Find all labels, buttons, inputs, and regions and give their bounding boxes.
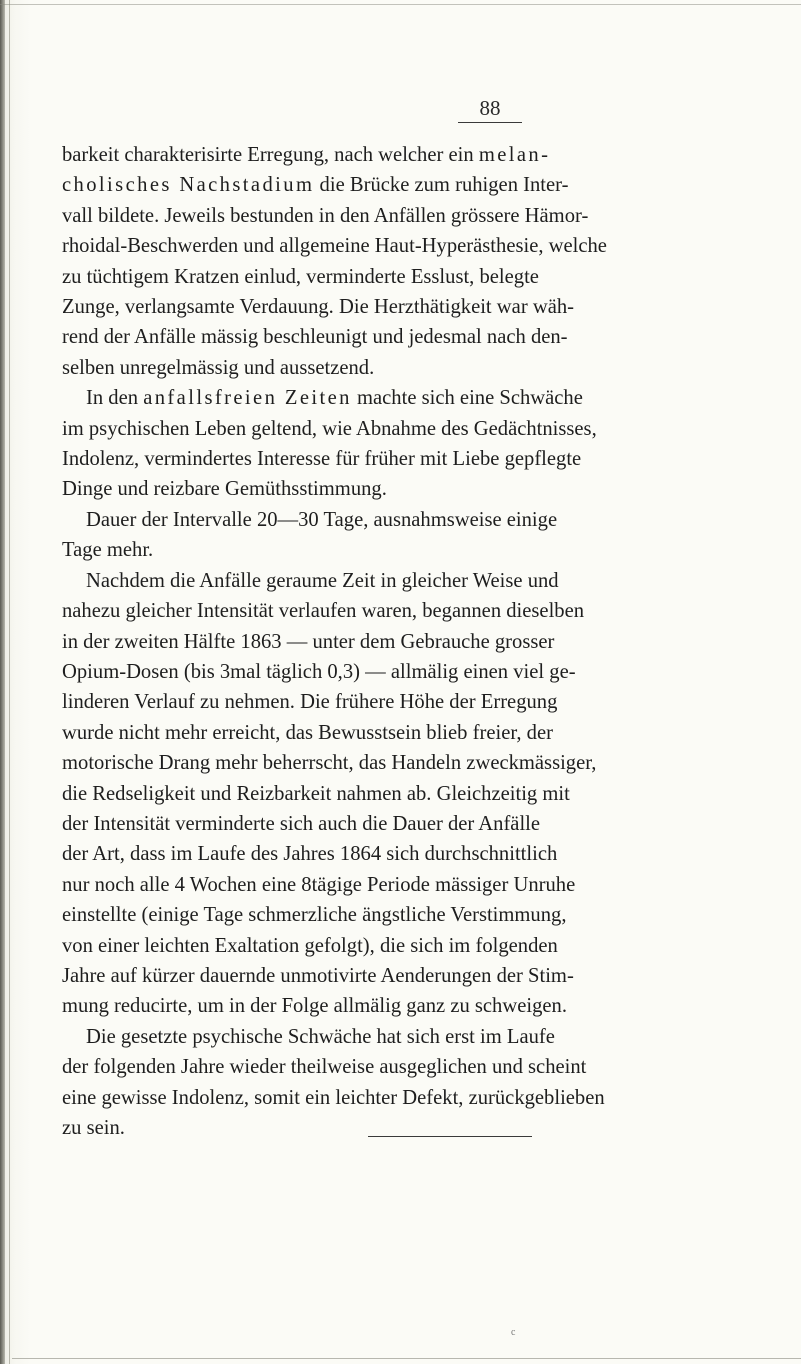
paragraph-text: Dauer der Intervalle 20—30 Tage, ausnahmsweise einige Tage mehr. <box>62 508 558 562</box>
paragraph <box>62 505 734 566</box>
paragraph <box>62 1022 734 1144</box>
paragraph-text: Die gesetzte psychische Schwäche hat sich erst im Laufe der folgenden Jahre wieder theilweise ausgeglichen und scheint eine gewisse Indolenz, somit ein leichter Defekt, zurückgeblieben zu sein. <box>62 1025 605 1139</box>
gutter-line <box>9 0 10 1364</box>
section-end-rule <box>368 1136 532 1137</box>
top-edge-rule <box>0 4 801 5</box>
book-binding-edge <box>0 0 5 1364</box>
paragraph <box>62 383 734 505</box>
spaced-emphasis-text: melan- cholisches Nachstadium <box>62 144 551 197</box>
bottom-edge-rule <box>12 1358 801 1359</box>
print-speck: c <box>511 1327 516 1338</box>
page-number: 88 <box>479 96 501 120</box>
paragraph <box>62 140 734 383</box>
paragraph-text: In den <box>86 387 144 410</box>
paragraph-text: barkeit charakterisirte Erregung, nach welcher ein <box>62 144 479 166</box>
paragraph <box>62 566 734 1022</box>
body-text <box>62 140 734 1143</box>
spaced-emphasis-text: anfallsfreien Zeiten <box>143 387 352 410</box>
paragraph-text: Nachdem die Anfälle geraume Zeit in gleicher Weise und nahezu gleicher Intensität verlaufen waren, begannen dieselben in der zweiten Hälfte 1863 — unter dem Gebrauche grosser Opium-Dosen (bis 3mal täglich 0,3) — allmälig einen viel ge- linderen Verlauf zu nehmen. Die frühere Höhe der Erregung wurde nicht mehr erreicht, das Bewusstsein blieb freier, der motorische Drang mehr beherrscht, das Handeln zweckmässiger, die Redseligkeit und Reizbarkeit nahmen ab. Gleichzeitig mit der Intensität verminderte sich auch die Dauer der Anfälle der Art, dass im Laufe des Jahres 1864 sich durchschnittlich nur noch alle 4 Wochen eine 8tägige Periode mässiger Unruhe einstellte (einige Tage schmerzliche ängstliche Verstimmung, von einer leichten Exaltation gefolgt), die sich im folgenden Jahre auf kürzer dauernde unmotivirte Aenderungen der Stim- mung reducirte, um in der Folge allmälig ganz zu schweigen. <box>62 569 597 1018</box>
page-number-rule <box>458 122 522 123</box>
paragraph-text: machte sich eine Schwäche im psychischen Leben geltend, wie Abnahme des Gedächtnisses, Indolenz, vermindertes Interesse für früher mit Liebe gepflegte Dinge und reizbare Gemüthsstimmung. <box>62 387 597 501</box>
paragraph-text: die Brücke zum ruhigen Inter- vall bildete. Jeweils bestunden in den Anfällen grössere Hämor- rhoidal-Beschwerden und allgemeine Haut-Hyperästhesie, welche zu tüchtigem Kratzen einlud, verminderte Esslust, belegte Zunge, verlangsamte Verdauung. Die Herzthätigkeit war wäh- rend der Anfälle mässig beschleunigt und jedesmal nach den- selben unregelmässig und aussetzend. <box>62 174 607 379</box>
